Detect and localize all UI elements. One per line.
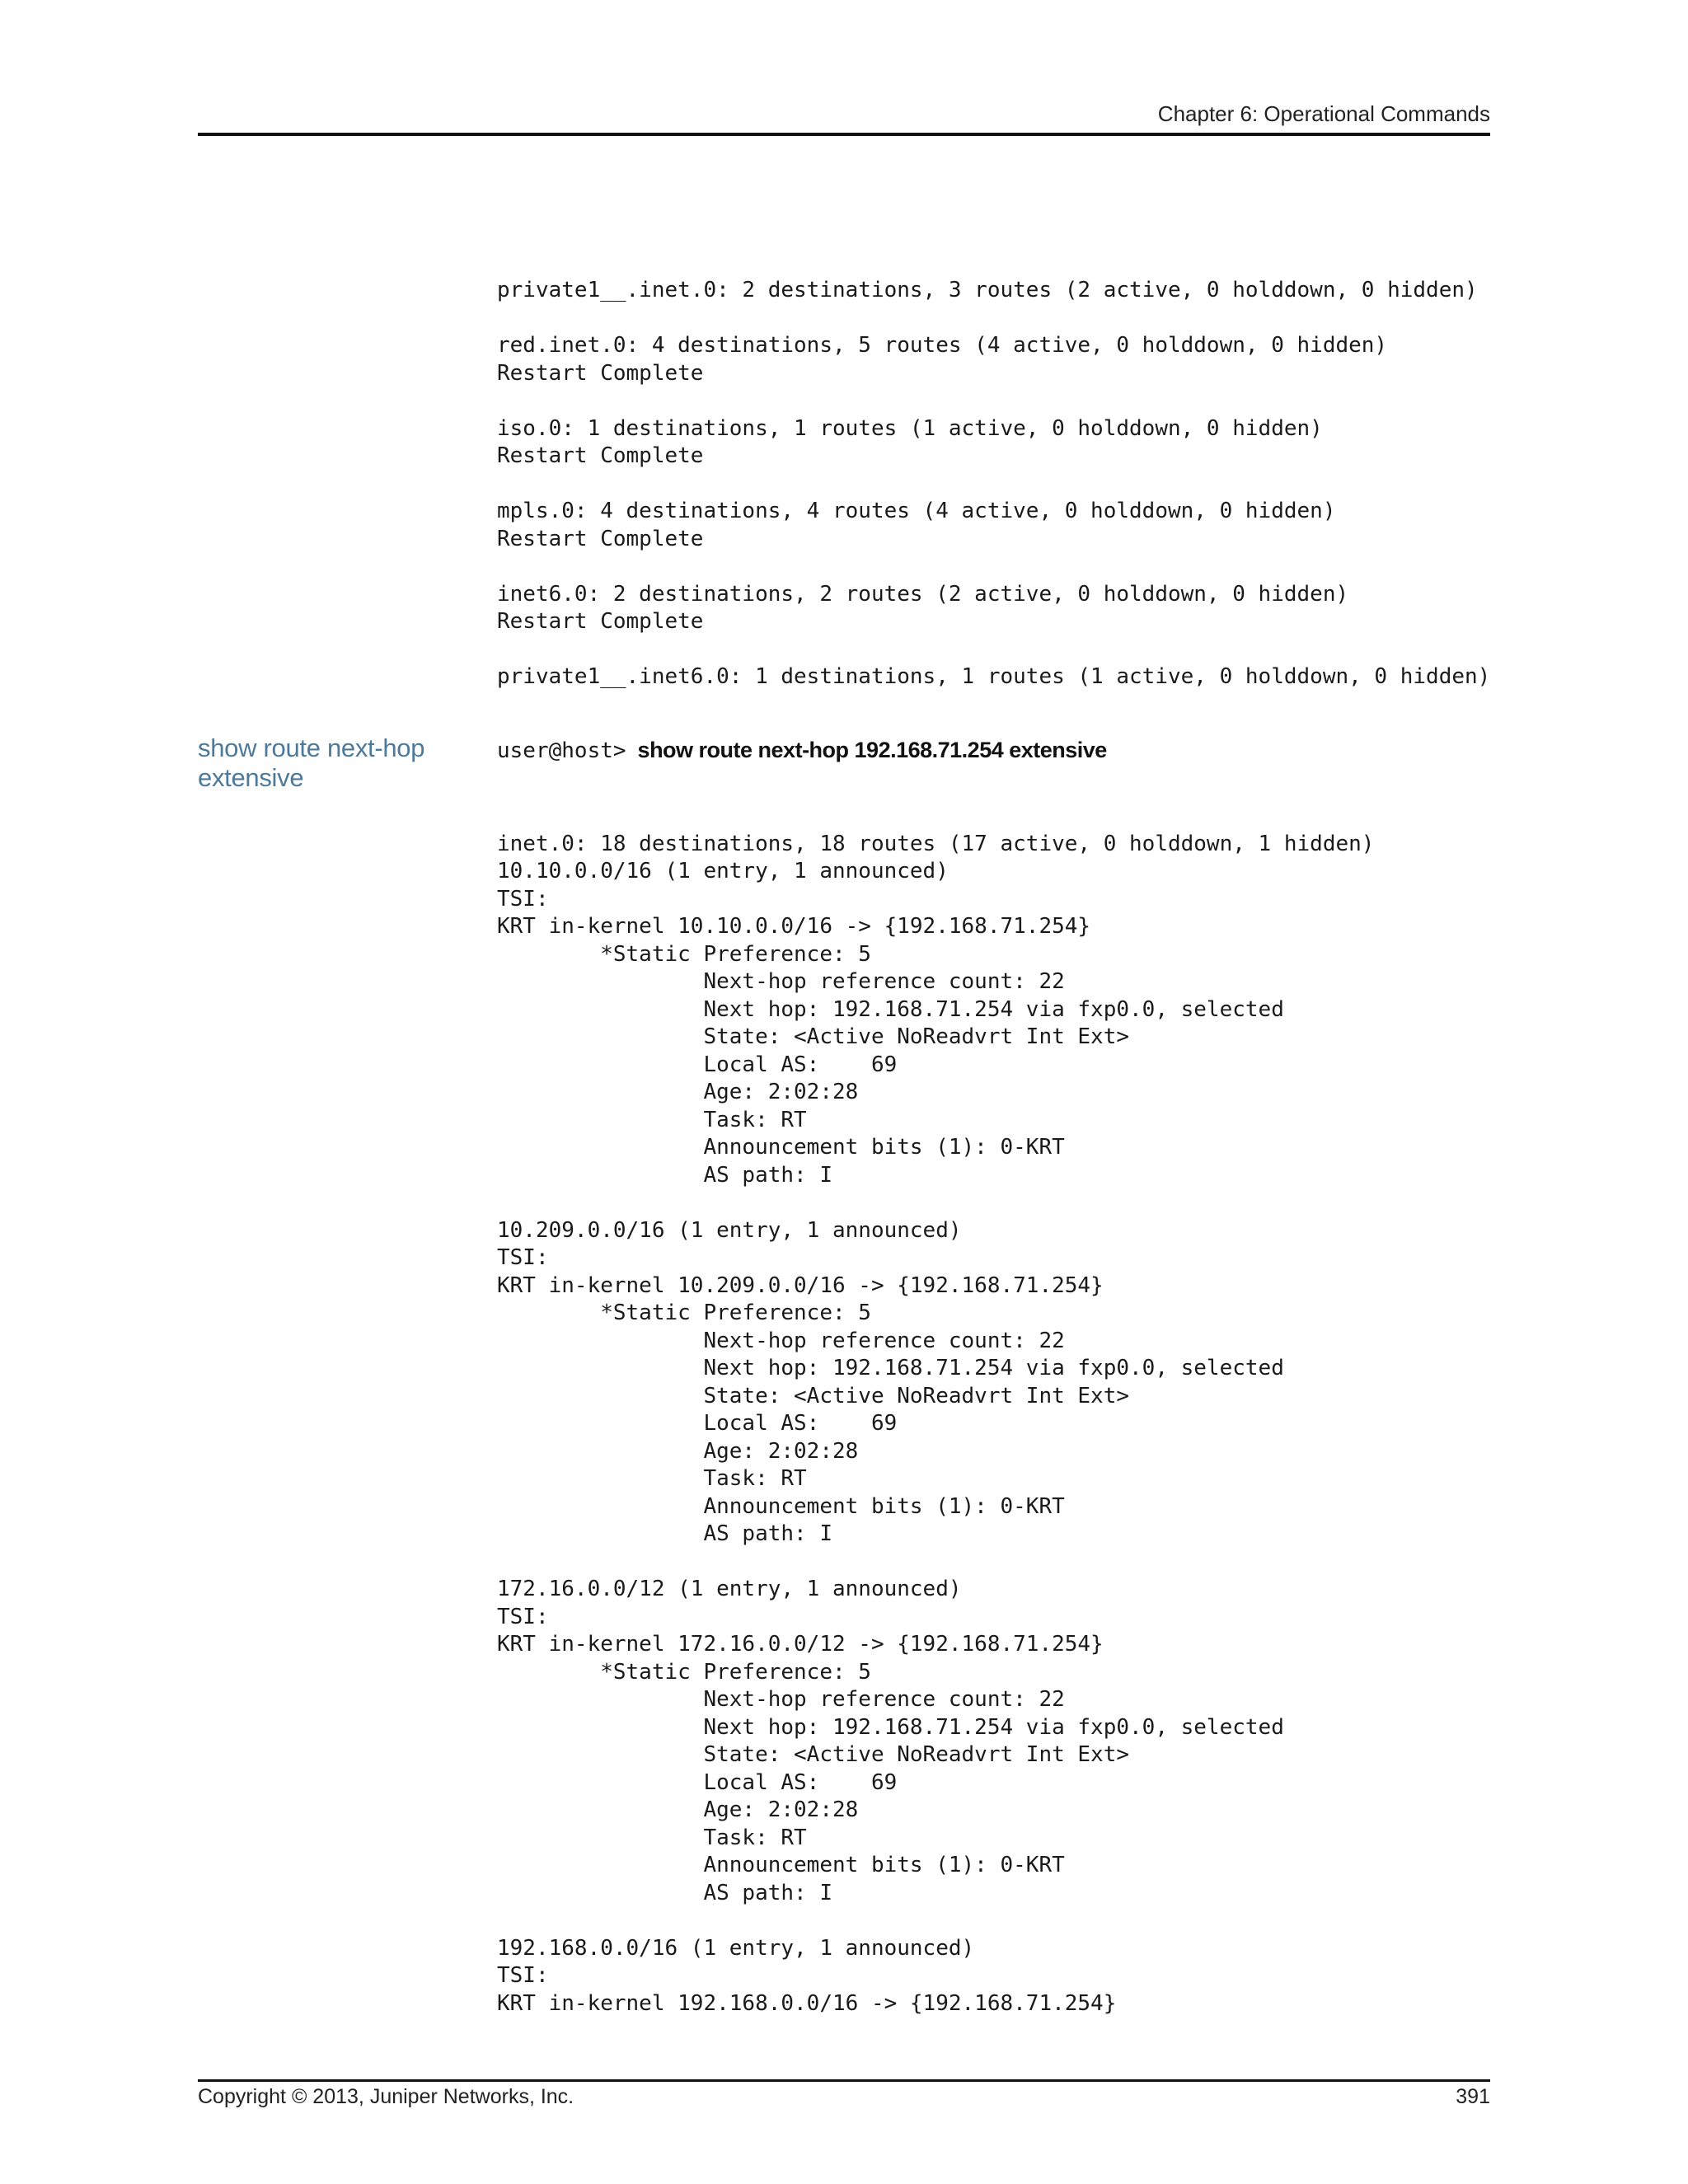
output-line: TSI: xyxy=(497,1245,549,1270)
output-line: Task: RT xyxy=(497,1466,807,1491)
output-line: Restart Complete xyxy=(497,609,704,634)
output-line xyxy=(497,471,1490,499)
route-summary-output xyxy=(497,277,1490,691)
output-line: TSI: xyxy=(497,1963,549,1988)
output-line: inet.0: 18 destinations, 18 routes (17 active, 0 holddown, 1 hidden) xyxy=(497,831,1375,856)
output-line: Next-hop reference count: 22 xyxy=(497,1687,1065,1712)
output-line: 10.209.0.0/16 (1 entry, 1 announced) xyxy=(497,1217,962,1243)
output-line: mpls.0: 4 destinations, 4 routes (4 active, 0 holddown, 0 hidden) xyxy=(497,499,1336,523)
output-line: AS path: I xyxy=(497,1162,832,1188)
output-line: *Static Preference: 5 xyxy=(497,1301,871,1325)
output-line xyxy=(497,387,1490,415)
output-line: Next hop: 192.168.71.254 via fxp0.0, selected xyxy=(497,996,1284,1022)
section-heading: show route next-hop extensive xyxy=(198,733,425,792)
output-line: KRT in-kernel 192.168.0.0/16 -> {192.168.71.254} xyxy=(497,1990,1117,2016)
output-line: Announcement bits (1): 0-KRT xyxy=(497,1853,1065,1877)
output-line: Age: 2:02:28 xyxy=(497,1797,859,1822)
output-line: *Static Preference: 5 xyxy=(497,941,871,967)
output-line: Local AS: 69 xyxy=(497,1769,898,1795)
output-line: Restart Complete xyxy=(497,360,704,386)
output-line: KRT in-kernel 10.209.0.0/16 -> {192.168.71.254} xyxy=(497,1272,1104,1298)
output-line: Next hop: 192.168.71.254 via fxp0.0, selected xyxy=(497,1356,1284,1380)
output-line: private1__.inet.0: 2 destinations, 3 routes (2 active, 0 holddown, 0 hidden) xyxy=(497,278,1478,302)
output-line xyxy=(497,1189,1374,1217)
output-line: KRT in-kernel 172.16.0.0/12 -> {192.168.71.254} xyxy=(497,1632,1104,1657)
command-output xyxy=(497,803,1374,2018)
output-line: KRT in-kernel 10.10.0.0/16 -> {192.168.71.254} xyxy=(497,914,1091,939)
output-line: Restart Complete xyxy=(497,526,704,551)
output-line: Task: RT xyxy=(497,1825,807,1850)
page-number: 391 xyxy=(1456,2085,1490,2108)
output-line: TSI: xyxy=(497,886,549,912)
output-line: Announcement bits (1): 0-KRT xyxy=(497,1493,1065,1519)
output-line: 192.168.0.0/16 (1 entry, 1 announced) xyxy=(497,1935,975,1961)
cli-prompt: user@host> xyxy=(497,738,626,763)
output-line: Task: RT xyxy=(497,1107,807,1132)
output-line: State: <Active NoReadvrt Int Ext> xyxy=(497,1742,1130,1767)
output-line: State: <Active NoReadvrt Int Ext> xyxy=(497,1383,1130,1408)
output-line: iso.0: 1 destinations, 1 routes (1 active, 0 holddown, 0 hidden) xyxy=(497,415,1323,441)
output-line: 172.16.0.0/12 (1 entry, 1 announced) xyxy=(497,1577,962,1601)
output-line: Next-hop reference count: 22 xyxy=(497,1328,1065,1353)
output-line: 10.10.0.0/16 (1 entry, 1 announced) xyxy=(497,859,949,883)
output-line: inet6.0: 2 destinations, 2 routes (2 active, 0 holddown, 0 hidden) xyxy=(497,581,1349,607)
chapter-title: Chapter 6: Operational Commands xyxy=(1157,101,1490,126)
output-line: Age: 2:02:28 xyxy=(497,1438,859,1464)
header-divider xyxy=(198,133,1490,136)
output-line xyxy=(497,553,1490,581)
output-line: Announcement bits (1): 0-KRT xyxy=(497,1135,1065,1160)
output-line: Next-hop reference count: 22 xyxy=(497,969,1065,994)
output-line xyxy=(497,636,1490,664)
output-line: Restart Complete xyxy=(497,443,704,468)
copyright-notice: Copyright © 2013, Juniper Networks, Inc. xyxy=(198,2085,574,2108)
footer-divider xyxy=(198,2079,1490,2082)
output-line: State: <Active NoReadvrt Int Ext> xyxy=(497,1024,1130,1049)
output-line: AS path: I xyxy=(497,1880,832,1905)
output-line: Next hop: 192.168.71.254 via fxp0.0, selected xyxy=(497,1714,1284,1740)
output-line: AS path: I xyxy=(497,1521,832,1546)
output-line: red.inet.0: 4 destinations, 5 routes (4 active, 0 holddown, 0 hidden) xyxy=(497,333,1388,358)
output-line xyxy=(497,803,1374,831)
output-line: TSI: xyxy=(497,1604,549,1629)
cli-command: show route next-hop 192.168.71.254 extensive xyxy=(637,738,1107,762)
output-line xyxy=(497,1907,1374,1935)
output-line: *Static Preference: 5 xyxy=(497,1659,871,1685)
command-example xyxy=(497,738,1107,763)
output-line xyxy=(497,305,1490,333)
output-line xyxy=(497,1549,1374,1577)
output-line: Local AS: 69 xyxy=(497,1052,898,1077)
output-line: private1__.inet6.0: 1 destinations, 1 routes (1 active, 0 holddown, 0 hidden) xyxy=(497,664,1491,689)
output-line: Local AS: 69 xyxy=(497,1411,898,1436)
output-line: Age: 2:02:28 xyxy=(497,1080,859,1104)
